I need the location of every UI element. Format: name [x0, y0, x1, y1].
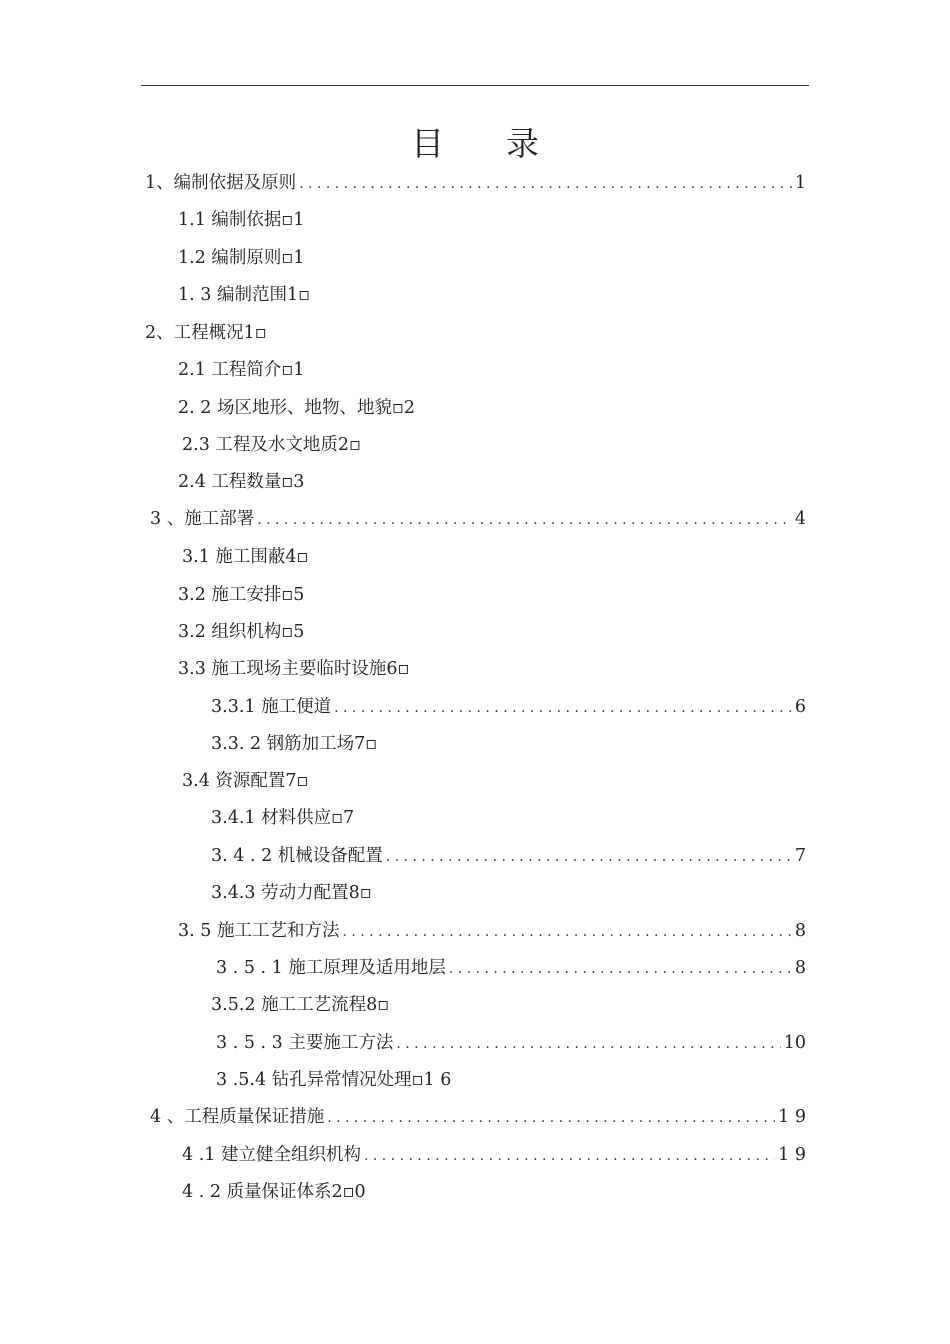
toc-dot-leader: [364, 1144, 775, 1168]
toc-entry-label: 3.3. 2 钢筋加工场7▫: [211, 734, 378, 754]
toc-dot-leader: [396, 1032, 780, 1056]
toc-entry[interactable]: [182, 433, 361, 457]
toc-entry[interactable]: [216, 956, 806, 980]
toc-entry-label: 4 、工程质量保证措施: [150, 1107, 325, 1127]
toc-dot-leader: [334, 696, 792, 720]
toc-entry-label: 1.1 编制依据▫1: [178, 210, 305, 230]
toc-entry[interactable]: [145, 171, 806, 195]
toc-entry-label: 1、编制依据及原则: [145, 173, 297, 193]
toc-entry-label: 3.4 资源配置7▫: [182, 771, 309, 791]
toc-entry-label: 2. 2 场区地形、地物、地貌▫2: [178, 398, 415, 418]
toc-entry-label: 3.3.1 施工便道: [211, 697, 332, 717]
toc-page-number: 8: [794, 921, 806, 941]
toc-entry[interactable]: [211, 844, 806, 868]
toc-entry-label: 2.4 工程数量▫3: [178, 472, 305, 492]
toc-entry[interactable]: [178, 208, 304, 232]
toc-entry-label: 1.2 编制原则▫1: [178, 248, 305, 268]
toc-entry[interactable]: [178, 396, 415, 420]
toc-dot-leader: [386, 845, 792, 869]
toc-entry[interactable]: [211, 695, 806, 719]
toc-dot-leader: [342, 920, 791, 944]
toc-page-number: 6: [794, 697, 806, 717]
toc-dot-leader: [299, 172, 792, 196]
toc-entry-label: 2.3 工程及水文地质2▫: [182, 435, 361, 455]
toc-dot-leader: [257, 508, 792, 532]
toc-entry[interactable]: [178, 283, 310, 307]
toc-page-number: 8: [794, 958, 806, 978]
toc-page-number: 7: [794, 846, 806, 866]
toc-entry[interactable]: [182, 769, 308, 793]
toc-entry[interactable]: [178, 358, 304, 382]
toc-entry-label: 4 .1 建立健全组织机构: [182, 1145, 361, 1165]
toc-page-number: 10: [783, 1033, 806, 1053]
toc-entry-label: 3.5.2 施工工艺流程8▫: [211, 995, 390, 1015]
toc-page-number: 1 9: [778, 1107, 806, 1127]
title-char-1: 目: [411, 124, 444, 163]
toc-page-number: 1 9: [778, 1145, 806, 1165]
toc-page-number: 1: [794, 173, 806, 193]
toc-entry-label: 4 . 2 质量保证体系2▫0: [182, 1182, 366, 1202]
toc-dot-leader: [327, 1106, 775, 1130]
toc-entry-label: 3. 4 . 2 机械设备配置: [211, 846, 383, 866]
toc-page-number: 4: [794, 509, 806, 529]
toc-entry[interactable]: [178, 246, 304, 270]
toc-entry[interactable]: [150, 507, 806, 531]
toc-entry-label: 3.3 施工现场主要临时设施6▫: [178, 659, 410, 679]
toc-entry[interactable]: [145, 321, 267, 345]
toc-entry[interactable]: [216, 1068, 451, 1092]
toc-entry[interactable]: [211, 993, 389, 1017]
toc-entry[interactable]: [211, 881, 372, 905]
toc-entry[interactable]: [178, 583, 304, 607]
toc-entry-label: 1. 3 编制范围1▫: [178, 285, 310, 305]
toc-entry[interactable]: [211, 806, 354, 830]
toc-entry-label: 3 、施工部署: [150, 509, 255, 529]
toc-entry-label: 3.4.3 劳动力配置8▫: [211, 883, 372, 903]
toc-entry-label: 3. 5 施工工艺和方法: [178, 921, 340, 941]
toc-entry[interactable]: [178, 919, 806, 943]
toc-entry-label: 3 .5.4 钻孔异常情况处理▫1 6: [216, 1070, 452, 1090]
toc-entry-label: 3 . 5 . 3 主要施工方法: [216, 1033, 394, 1053]
toc-entry-label: 2、工程概况1▫: [145, 323, 267, 343]
toc-entry-label: 2.1 工程简介▫1: [178, 360, 305, 380]
toc-entry[interactable]: [182, 1143, 806, 1167]
toc-entry-label: 3.1 施工围蔽4▫: [182, 547, 309, 567]
toc-entry[interactable]: [150, 1105, 806, 1129]
toc-dot-leader: [449, 957, 792, 981]
toc-entry[interactable]: [178, 470, 304, 494]
title-char-2: 录: [506, 124, 539, 163]
toc-entry[interactable]: [216, 1031, 806, 1055]
toc-entry-label: 3.4.1 材料供应▫7: [211, 808, 355, 828]
toc-entry-label: 3.2 施工安排▫5: [178, 585, 305, 605]
toc-entry[interactable]: [178, 620, 304, 644]
toc-entry[interactable]: [211, 732, 377, 756]
toc-entry[interactable]: [182, 1180, 366, 1204]
toc-entry-label: 3 . 5 . 1 施工原理及适用地层: [216, 958, 446, 978]
toc-entry-label: 3.2 组织机构▫5: [178, 622, 305, 642]
toc-entry[interactable]: [178, 657, 409, 681]
toc-entry[interactable]: [182, 545, 308, 569]
